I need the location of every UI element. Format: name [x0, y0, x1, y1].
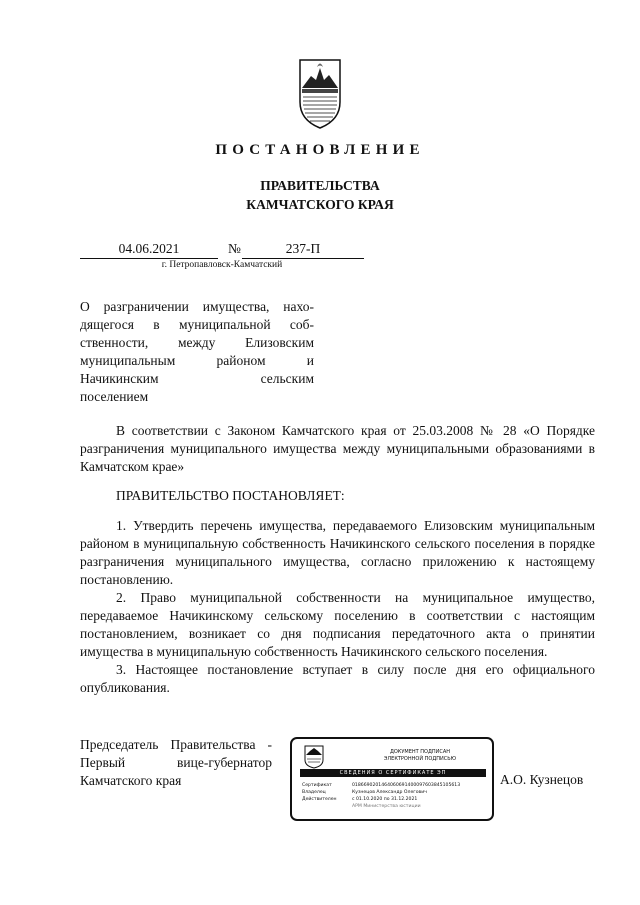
resolution-items: [80, 517, 595, 697]
document-subject: [80, 298, 314, 406]
authority-line-1: ПРАВИТЕЛЬСТВА: [260, 178, 380, 193]
certificate-value: 0186690201464060691400097603845105613: [352, 783, 461, 788]
electronic-signature-stamp: [290, 737, 494, 821]
document-type-title: ПОСТАНОВЛЕНИЕ: [215, 142, 425, 158]
signatory-position: [80, 736, 272, 790]
signer-name: А.О. Кузнецов: [500, 772, 584, 787]
validity-value: с 01.10.2020 по 31.12.2021: [352, 797, 418, 802]
number-sign: №: [228, 241, 241, 256]
stamp-heading-line: ДОКУМЕНТ ПОДПИСАН: [389, 749, 451, 755]
subject-line: О разграничении имущества, нахо-: [80, 299, 314, 314]
position-line: Первый вице-губернатор: [80, 755, 272, 770]
resolution-item-3: 3. Настоящее постановление вступает в силу после дня его официального опубликования.: [80, 662, 595, 695]
coat-of-arms-small-icon: [304, 745, 324, 769]
validity-label: Действителен: [302, 797, 337, 802]
certificate-info-bar: СВЕДЕНИЯ О СЕРТИФИКАТЕ ЭП: [300, 769, 486, 777]
document-number: 237-П: [242, 241, 364, 259]
owner-row: [302, 790, 427, 796]
kamchatka-coat-of-arms-icon: [298, 58, 342, 130]
subject-line: дящегося в муниципальной соб-: [80, 317, 314, 332]
position-line: Председатель Правительства -: [80, 737, 272, 752]
position-line: Камчатского края: [80, 773, 182, 788]
city-of-issue: г. Петропавловск-Камчатский: [161, 260, 283, 270]
subject-line: муниципальным районом и: [80, 353, 314, 368]
document-date: 04.06.2021: [80, 241, 218, 259]
subject-line: Начикинским сельским: [80, 371, 314, 386]
certificate-row: [302, 783, 460, 789]
stamp-heading-line: ЭЛЕКТРОННОЙ ПОДПИСЬЮ: [383, 756, 457, 762]
resolution-item-1: 1. Утвердить перечень имущества, передаваемого Елизовским муниципальным районом в муниципальную собственность Начикинского сельского поселения в порядке разграничения муниципального имущества, согласно приложению к настоящему постановлению.: [80, 518, 595, 587]
authority-line-2: КАМЧАТСКОГО КРАЯ: [246, 197, 394, 212]
owner-label: Владелец: [302, 790, 326, 795]
subject-line: ственности, между Елизовским: [80, 335, 314, 350]
subject-line: поселением: [80, 389, 149, 404]
resolution-item-2: 2. Право муниципальной собственности на муниципальное имущество, передаваемое Начикинскому сельскому поселению в соответствии с настоящим постановлением, возникает со дня подписания передаточного акта о принятии имущества в муниципальную собственность Начикинского сельского поселения.: [80, 590, 595, 659]
resolves-heading: ПРАВИТЕЛЬСТВО ПОСТАНОВЛЯЕТ:: [116, 488, 345, 503]
validity-row: [302, 797, 417, 803]
certificate-label: Сертификат: [302, 783, 332, 788]
owner-value: Кузнецов Александр Олегович: [352, 790, 427, 795]
stamp-footer: АРМ Министерства юстиции: [352, 804, 421, 809]
stamp-heading: [352, 749, 488, 763]
preamble-paragraph: В соответствии с Законом Камчатского края от 25.03.2008 № 28 «О Порядке разграничения муниципального имущества между муниципальными образованиями в Камчатском крае»: [80, 423, 595, 474]
issuing-authority: [0, 176, 640, 214]
